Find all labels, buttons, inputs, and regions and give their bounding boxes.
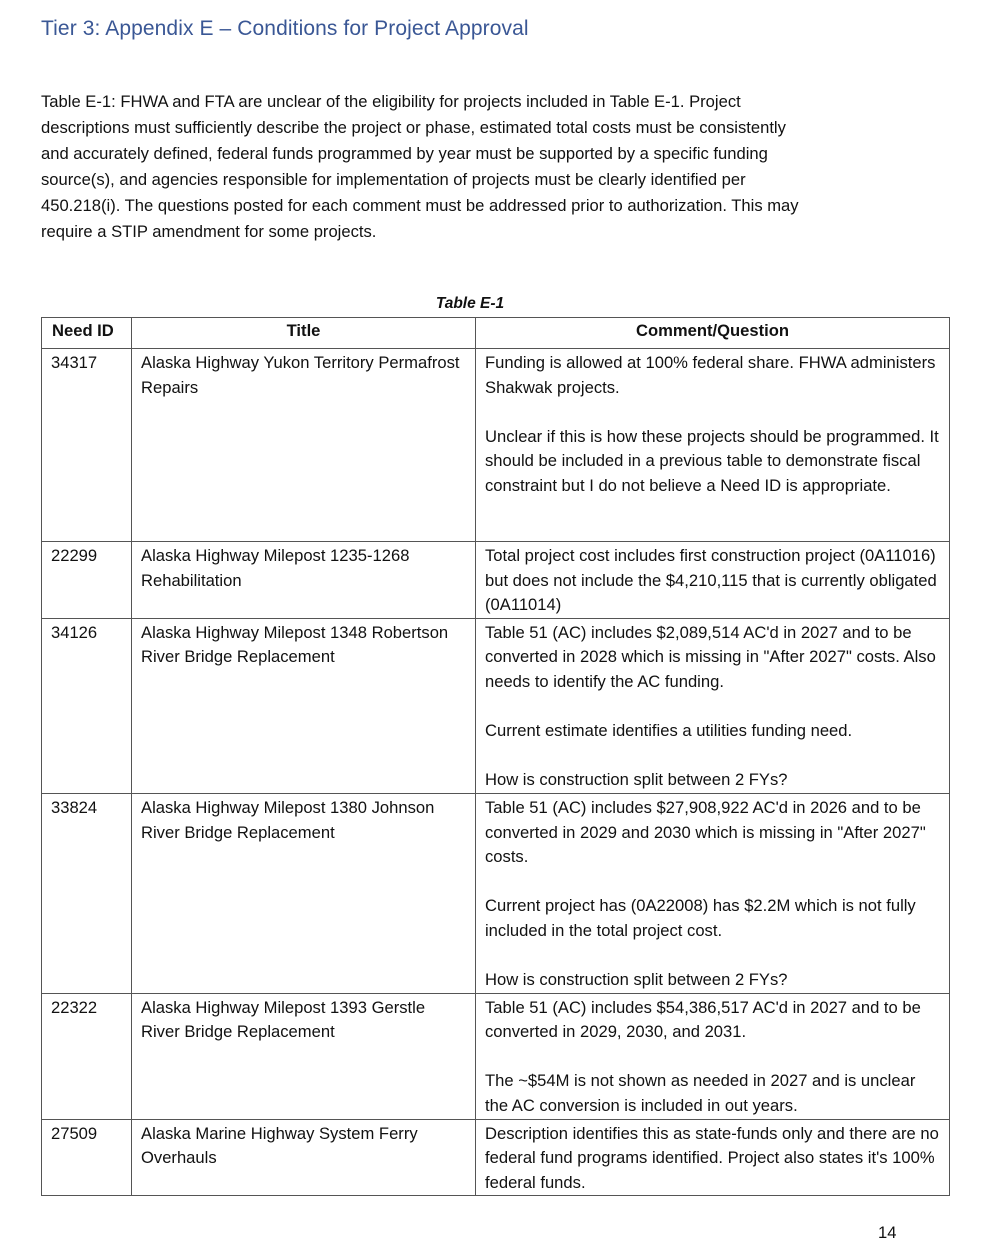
title-cell [132, 349, 476, 542]
header-comment: Comment/Question [476, 318, 950, 349]
title-cell [132, 793, 476, 993]
project-title: Alaska Highway Milepost 1393 Gerstle River Bridge Replacement [141, 997, 426, 1042]
table-header-row [42, 318, 950, 349]
intro-paragraph [41, 89, 911, 244]
page-number: 14 [878, 1223, 897, 1242]
comment-paragraph: How is construction split between 2 FYs? [485, 770, 788, 790]
comment-paragraph: Funding is allowed at 100% federal share. FHWA administers Shakwak projects. [485, 353, 936, 397]
comment-paragraph: The ~$54M is not shown as needed in 2027 and is unclear the AC conversion is included in out years. [485, 1071, 916, 1116]
table-row [42, 618, 950, 793]
table-row [42, 993, 950, 1119]
need-id-cell [42, 349, 132, 542]
comment-paragraph: Description identifies this as state-funds only and there are no federal fund programs identified. Project also states it's 100% federal funds. [485, 1123, 939, 1192]
comment-paragraph: Current project has (0A22008) has $2.2M which is not fully included in the total project cost. [485, 896, 916, 940]
comment-paragraph: Unclear if this is how these projects should be programmed. It should be included in a previous table to demonstrate fiscal constraint but I do not believe a Need ID is appropriate. [485, 426, 939, 495]
need-id: 22322 [51, 997, 98, 1017]
table-row [42, 542, 950, 619]
project-title: Alaska Highway Milepost 1235-1268 Rehabilitation [141, 546, 410, 590]
header-need-id: Need ID [42, 318, 132, 349]
need-id: 34126 [51, 622, 98, 642]
project-title: Alaska Marine Highway System Ferry Overhauls [141, 1123, 418, 1168]
project-title: Alaska Highway Yukon Territory Permafrost Repairs [141, 353, 460, 397]
intro-line: 450.218(i). The questions posted for each comment must be addressed prior to authorization. This may [41, 195, 799, 215]
need-id-cell [42, 993, 132, 1119]
intro-line: Table E-1: FHWA and FTA are unclear of the eligibility for projects included in Table E-1. Project [41, 92, 741, 111]
table-row [42, 793, 950, 993]
table-row [42, 349, 950, 542]
comment-paragraph: Current estimate identifies a utilities funding need. [485, 721, 853, 741]
comment-paragraph: How is construction split between 2 FYs? [485, 970, 788, 990]
comment-cell [476, 349, 950, 542]
intro-line: descriptions must sufficiently describe the project or phase, estimated total costs must be consistently [41, 117, 786, 137]
need-id-cell [42, 618, 132, 793]
intro-line: source(s), and agencies responsible for implementation of projects must be clearly identified per [41, 169, 746, 189]
title-cell [132, 1119, 476, 1196]
comment-paragraph: Table 51 (AC) includes $27,908,922 AC'd in 2026 and to be converted in 2029 and 2030 which is missing in "After 2027" costs. [485, 797, 926, 867]
project-title: Alaska Highway Milepost 1380 Johnson River Bridge Replacement [141, 797, 435, 842]
comment-paragraph: Table 51 (AC) includes $54,386,517 AC'd in 2027 and to be converted in 2029, 2030, and 2031. [485, 997, 921, 1042]
intro-line: and accurately defined, federal funds programmed by year must be supported by a specific funding [41, 143, 768, 163]
intro-line: require a STIP amendment for some projects. [41, 221, 377, 241]
table-caption: Table E-1 [435, 295, 505, 312]
comment-cell [476, 1119, 950, 1196]
title-cell [132, 542, 476, 619]
comment-paragraph: Table 51 (AC) includes $2,089,514 AC'd in 2027 and to be converted in 2028 which is missing in "After 2027" costs. Also needs to identify the AC funding. [485, 622, 936, 691]
need-id: 27509 [51, 1123, 98, 1143]
title-cell [132, 618, 476, 793]
conditions-table [41, 317, 950, 1196]
comment-paragraph: Total project cost includes first construction project (0A11016) but does not include the $4,210,115 that is currently obligated (0A11014) [485, 546, 937, 615]
need-id-cell [42, 793, 132, 993]
page-heading: Tier 3: Appendix E – Conditions for Project Approval [41, 17, 529, 40]
comment-cell [476, 793, 950, 993]
need-id: 34317 [51, 353, 98, 372]
comment-cell [476, 618, 950, 793]
comment-cell [476, 542, 950, 619]
need-id: 22299 [51, 546, 98, 565]
comment-cell [476, 993, 950, 1119]
need-id-cell [42, 1119, 132, 1196]
title-cell [132, 993, 476, 1119]
project-title: Alaska Highway Milepost 1348 Robertson River Bridge Replacement [141, 622, 449, 667]
need-id: 33824 [51, 797, 98, 817]
need-id-cell [42, 542, 132, 619]
table-row [42, 1119, 950, 1196]
header-title: Title [132, 318, 476, 349]
